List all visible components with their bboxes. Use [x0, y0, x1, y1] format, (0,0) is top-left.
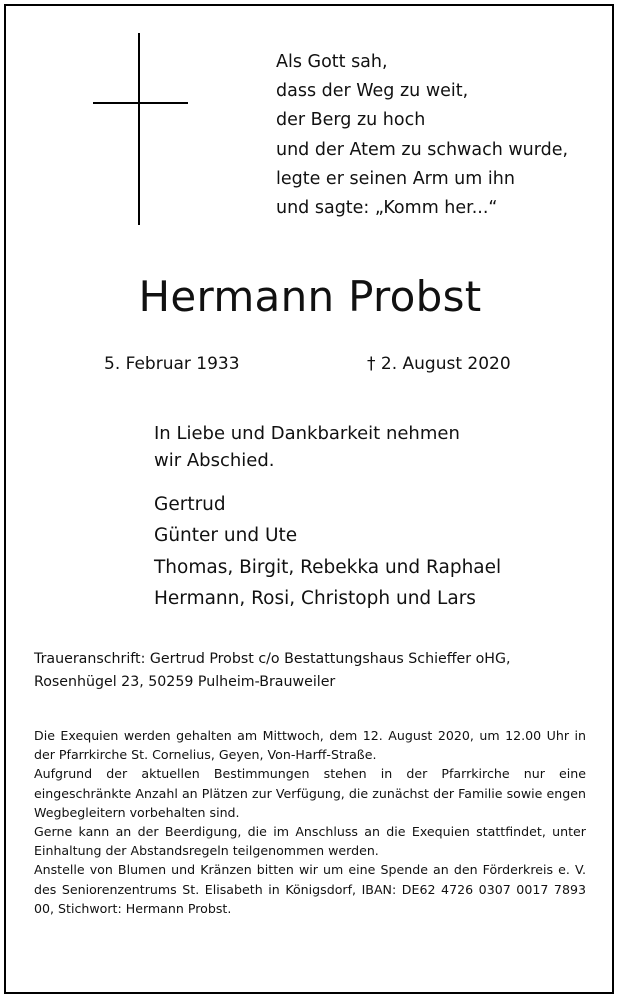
farewell-line: In Liebe und Dankbarkeit nehmen — [154, 423, 460, 444]
mourning-address — [34, 648, 510, 693]
poem-line: Als Gott sah, — [276, 52, 388, 72]
birth-date: 5. Februar 1933 — [104, 354, 240, 374]
poem-line: legte er seinen Arm um ihn — [276, 168, 515, 189]
poem-line: dass der Weg zu weit, — [276, 81, 469, 102]
poem-line: der Berg zu hoch — [276, 110, 426, 131]
family-member: Gertrud — [154, 494, 226, 515]
family-list — [154, 489, 501, 614]
address-line: Traueranschrift: Gertrud Probst c/o Bestattungshaus Schieffer oHG, — [34, 651, 511, 667]
farewell-line: wir Abschied. — [154, 450, 275, 471]
details-paragraph: Anstelle von Blumen und Kränzen bitten wir um eine Spende an den Förderkreis e. V. des Seniorenzentrums St. Elisabeth in Königsdorf, IBAN: DE62 4726 0307 0017 7893 00, Stichwort: Hermann Probst. — [34, 862, 586, 916]
deceased-name: Hermann Probst — [138, 272, 482, 321]
poem-line: und der Atem zu schwach wurde, — [276, 139, 569, 160]
family-member: Thomas, Birgit, Rebekka und Raphael — [154, 556, 502, 578]
farewell-text — [154, 420, 460, 474]
family-member: Hermann, Rosi, Christoph und Lars — [154, 587, 476, 609]
family-member: Günter und Ute — [154, 525, 298, 547]
poem-line: und sagte: „Komm her...“ — [276, 197, 498, 218]
address-line: Rosenhügel 23, 50259 Pulheim-Brauweiler — [34, 673, 336, 690]
details-paragraph: Gerne kann an der Beerdigung, die im Anschluss an die Exequien stattfindet, unter Einhaltung der Abstandsregeln teilgenommen werden. — [34, 824, 586, 859]
details-paragraph: Aufgrund der aktuellen Bestimmungen stehen in der Pfarrkirche nur eine eingeschränkte Anzahl an Plätzen zur Verfügung, die zunächst der Familie sowie engen Wegbegleitern vorbehalten sind. — [34, 766, 586, 820]
details-paragraph: Die Exequien werden gehalten am Mittwoch, dem 12. August 2020, um 12.00 Uhr in der Pfarrkirche St. Cornelius, Geyen, Von-Harff-Straße. — [34, 728, 586, 763]
funeral-details — [34, 726, 586, 918]
poem — [276, 48, 568, 223]
death-date: † 2. August 2020 — [367, 354, 511, 374]
